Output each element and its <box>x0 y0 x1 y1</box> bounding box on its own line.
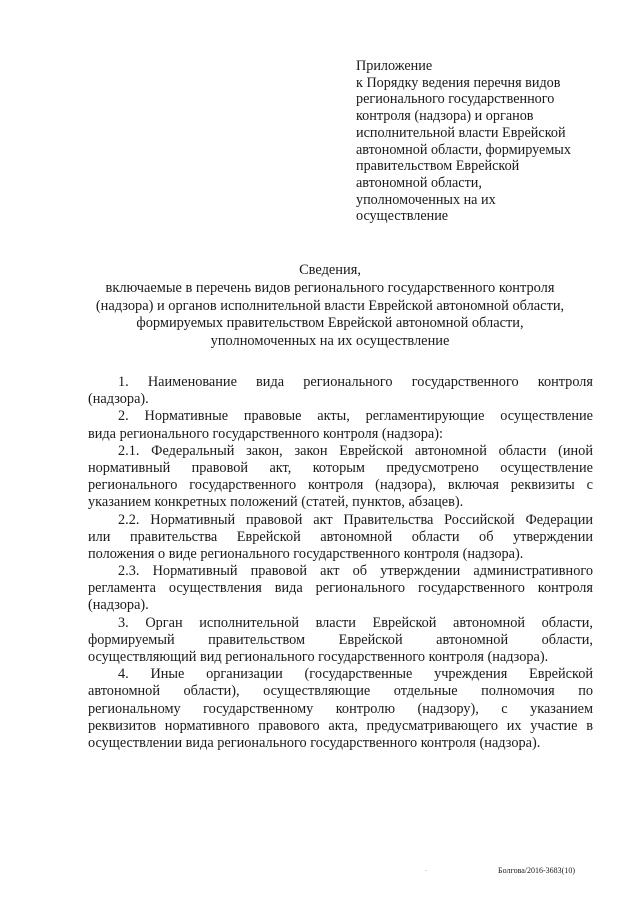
paragraph-line: указанием конкретных положений (статей, пунктов, абзацев). <box>88 494 464 511</box>
paragraph-line: 3. Орган исполнительной власти Еврейской автономной области, <box>118 614 593 631</box>
paragraph-1 <box>88 374 593 408</box>
paragraph-line: осуществляющий вид регионального государственного контроля (надзора). <box>88 649 549 665</box>
document-heading <box>80 262 580 350</box>
paragraph-line: формируемый правительством Еврейской автономной области, <box>88 631 593 648</box>
paragraph-line: 2.2. Нормативный правовой акт Правительства Российской Федерации <box>118 511 593 528</box>
paragraph-line: 2.3. Нормативный правовой акт об утверждении административного <box>118 563 593 580</box>
heading-line: формируемых правительством Еврейской автономной области, <box>136 315 524 332</box>
appendix-line: контроля (надзора) и органов <box>356 108 534 125</box>
heading-line: (надзора) и органов исполнительной власти Еврейской автономной области, <box>95 297 565 314</box>
appendix-line: автономной области, формируемых <box>356 141 571 158</box>
heading-line: уполномоченных на их осуществление <box>210 332 450 349</box>
heading-title: Сведения, <box>299 262 361 278</box>
paragraph-2-1 <box>88 443 593 512</box>
paragraph-2-3 <box>88 563 593 615</box>
paragraph-line: 2.1. Федеральный закон, закон Еврейской автономной области (иной <box>118 442 593 459</box>
scan-speck: · <box>425 867 428 875</box>
paragraph-line: или правительства Еврейской автономной области об утверждении <box>88 528 593 545</box>
paragraph-line: регионального государственного контроля (надзора), включая реквизиты с <box>88 477 593 494</box>
paragraph-line: автономной области), осуществляющие отдельные полномочия по <box>88 683 593 700</box>
appendix-line: уполномоченных на их <box>356 191 496 208</box>
paragraph-line: региональному государственному контролю (надзору), с указанием <box>88 700 593 717</box>
paragraph-line: 4. Иные организации (государственные учреждения Еврейской <box>118 666 593 683</box>
appendix-line: к Порядку ведения перечня видов <box>356 74 561 91</box>
paragraph-line: (надзора). <box>88 597 149 614</box>
appendix-line: осуществление <box>356 208 449 225</box>
paragraph-line: нормативный правовой акт, которым предусмотрено осуществление <box>88 459 593 476</box>
appendix-line: правительством Еврейской <box>356 158 520 175</box>
paragraph-2 <box>88 408 593 442</box>
appendix-line: автономной области, <box>356 174 482 191</box>
document-code: Болгова/2016-3683(10) <box>498 866 575 875</box>
document-body <box>88 374 593 752</box>
appendix-line: Приложение <box>356 58 433 74</box>
paragraph-line: 2. Нормативные правовые акты, регламентирующие осуществление <box>118 408 593 425</box>
paragraph-2-2 <box>88 512 593 564</box>
appendix-line: регионального государственного <box>356 91 555 108</box>
paragraph-line: положения о виде регионального государственного контроля (надзора). <box>88 545 524 562</box>
appendix-line: исполнительной власти Еврейской <box>356 124 566 141</box>
paragraph-line: регламента осуществления вида регионального государственного контроля <box>88 580 593 597</box>
paragraph-line: реквизитов нормативного правового акта, предусматривающего их участие в <box>88 717 593 734</box>
paragraph-line: 1. Наименование вида регионального государственного контроля <box>118 374 593 390</box>
heading-line: включаемые в перечень видов регионального государственного контроля <box>105 280 555 297</box>
paragraph-4 <box>88 666 593 752</box>
appendix-note <box>356 58 606 225</box>
paragraph-line: (надзора). <box>88 391 149 408</box>
paragraph-3 <box>88 615 593 667</box>
paragraph-line: осуществлении вида регионального государственного контроля (надзора). <box>88 734 541 751</box>
paragraph-line: вида регионального государственного контроля (надзора): <box>88 425 444 442</box>
